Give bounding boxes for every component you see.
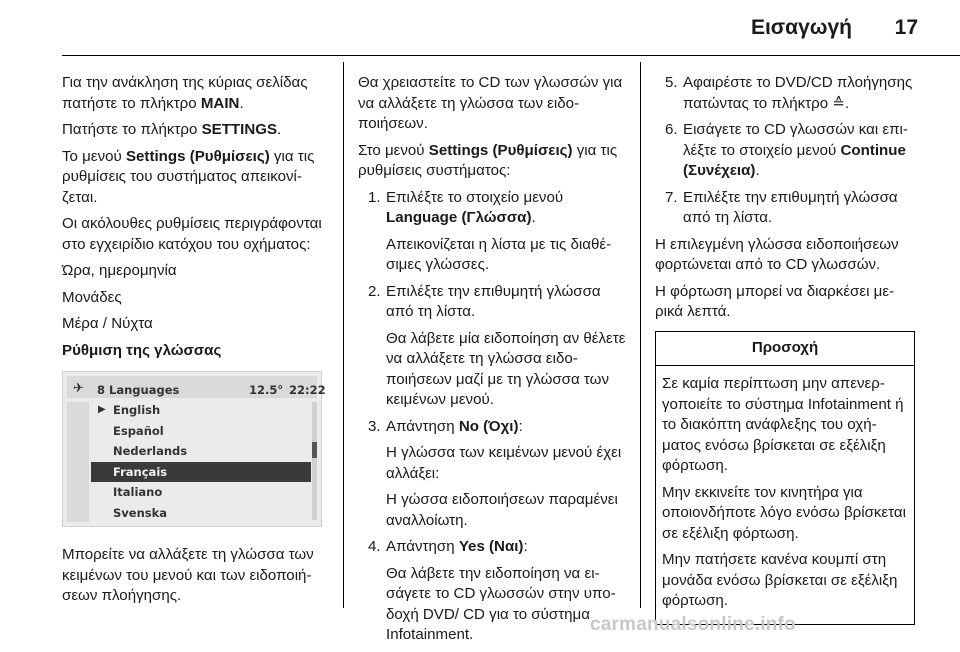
caution-box — [655, 331, 915, 625]
paragraph — [62, 120, 332, 141]
step-4 — [358, 537, 628, 646]
caution-text: Μην εκκινείτε τον κινητήρα για οποιονδήποτε λόγο ενόσω βρίσκεται σε εξέλιξη φόρτωση. — [662, 483, 906, 542]
caution-title: Προσοχή — [656, 332, 914, 367]
column-divider-2 — [640, 62, 641, 608]
step-number: 3. — [368, 417, 381, 435]
language-label: Svenska — [113, 505, 168, 520]
step-text — [683, 73, 915, 114]
text: Επιλέξτε το στοιχείο μενού — [386, 188, 564, 206]
screen-label: 8 Languages — [97, 383, 180, 397]
caution-text: Σε καμία περίπτωση μην απενεργοποιείτε το σύστημα Infotainment ή το διακόπτη ανάφλεξης του οχήματος ενόσω βρίσκεται σε εξέλιξη φόρτωση. — [662, 375, 904, 474]
text: . — [844, 94, 850, 112]
paragraph — [62, 147, 332, 209]
page-number: 17 — [894, 16, 918, 39]
language-label: Español — [113, 423, 164, 438]
languages-screen-image — [62, 371, 326, 527]
language-item — [91, 441, 311, 462]
language-label: Italiano — [113, 485, 163, 499]
text: Για την ανάκληση της κύριας σελίδας πατήστε το πλήκτρο — [62, 74, 308, 112]
step-note: Θα λάβετε την ειδοποίηση να εισάγετε το CD γλωσσών στην υποδοχή DVD/ CD για το σύστημα Infotainment. — [386, 564, 616, 643]
paragraph — [358, 141, 628, 182]
column-divider-1 — [343, 62, 344, 608]
screen-scrollbar — [312, 402, 317, 520]
paragraph: Θα χρειαστείτε το CD των γλωσσών για να αλλάξετε τη γλώσσα των ειδοποιήσεων. — [358, 74, 623, 132]
step-5 — [655, 73, 915, 114]
step-7 — [655, 188, 915, 229]
page-title: Εισαγωγή — [750, 16, 852, 39]
text: . — [531, 209, 536, 226]
text: Πατήστε το πλήκτρο — [62, 121, 202, 138]
step-2 — [358, 282, 628, 411]
menu-settings: Settings (Ρυθμίσεις) — [428, 141, 573, 159]
screen-temperature: 12.5° — [249, 383, 284, 397]
screen-side-panel — [67, 402, 89, 522]
section-heading: Ρύθμιση της γλώσσας — [62, 341, 222, 359]
satellite-icon: ✈ — [73, 381, 84, 396]
step-number: 4. — [368, 538, 381, 555]
step-1 — [358, 188, 628, 276]
text: . — [755, 162, 760, 179]
language-list — [91, 400, 311, 523]
text: : — [523, 538, 528, 555]
paragraph: Μέρα / Νύχτα — [62, 315, 153, 332]
text: Απάντηση — [386, 538, 459, 555]
language-item — [91, 503, 311, 524]
paragraph: Η φόρτωση μπορεί να διαρκέσει μερικά λεπτά. — [655, 282, 895, 320]
screen-clock: 22:22 — [289, 383, 326, 397]
language-label: English — [113, 403, 161, 417]
language-label: Français — [113, 464, 168, 479]
step-6 — [655, 120, 915, 182]
screen-topbar — [67, 376, 326, 398]
step-number: 1. — [368, 188, 381, 206]
step-note: Η γλώσσα των κειμένων μενού έχει αλλάξει: — [386, 444, 622, 482]
text: Το μενού — [62, 147, 126, 165]
language-item — [91, 400, 311, 421]
steps-list — [358, 188, 628, 646]
step-text: Επιλέξτε την επιθυμητή γλώσσα από τη λίστα. — [386, 282, 601, 320]
language-item-selected — [91, 462, 311, 483]
step-note: Η γώσσα ειδοποιήσεων παραμένει αναλλοίωτη. — [386, 491, 618, 529]
paragraph: Μονάδες — [62, 288, 122, 306]
arrow-right-icon: ▶ — [98, 404, 106, 415]
paragraph: Ώρα, ημερομηνία — [62, 262, 177, 279]
column-3 — [655, 73, 915, 625]
eject-icon: ≙ — [832, 94, 845, 112]
language-item — [91, 482, 311, 503]
text: Εισάγετε το CD γλωσσών και επιλέξτε το στοιχείο μενού — [683, 121, 908, 159]
step-text — [386, 417, 628, 438]
step-number: 2. — [368, 282, 381, 300]
step-number: 6. — [665, 121, 678, 138]
step-text — [386, 537, 628, 558]
text: Αφαιρέστε το DVD/CD πλοήγησης πατώντας το πλήκτρο — [683, 74, 913, 112]
steps-list-continued — [655, 73, 915, 229]
language-item — [91, 421, 311, 442]
language-label: Nederlands — [113, 444, 188, 458]
caution-text: Μην πατήσετε κανένα κουμπί στη μονάδα ενόσω βρίσκεται σε εξέλιξη φόρτωση. — [662, 551, 898, 609]
key-main: MAIN — [200, 94, 240, 112]
text: Στο μενού — [358, 141, 429, 159]
step-text — [683, 120, 915, 182]
step-text — [386, 188, 628, 229]
watermark: carmanualsonline.info — [590, 614, 796, 635]
column-1 — [62, 73, 332, 613]
step-number: 7. — [665, 188, 678, 206]
answer-yes: Yes (Ναι) — [458, 538, 524, 555]
text: : — [518, 417, 523, 435]
column-2 — [358, 73, 628, 652]
menu-continue: Continue (Συνέχεια) — [683, 141, 906, 179]
paragraph: Οι ακόλουθες ρυθμίσεις περιγράφονται στο εγχειρίδιο κατόχου του οχήματος: — [62, 215, 322, 253]
header-rule — [62, 55, 960, 56]
menu-settings: Settings (Ρυθμίσεις) — [125, 147, 270, 165]
step-3 — [358, 417, 628, 532]
menu-language: Language (Γλώσσα) — [386, 209, 532, 226]
caution-body — [656, 366, 914, 624]
text: για τις ρυθμίσεις συστήματος: — [358, 141, 618, 179]
paragraph — [62, 73, 332, 114]
text: . — [277, 121, 282, 138]
scrollbar-thumb — [312, 442, 317, 458]
step-text: Επιλέξτε την επιθυμητή γλώσσα από τη λίστα. — [683, 188, 898, 226]
step-note: Θα λάβετε μία ειδοποίηση αν θέλετε να αλλάξετε τη γλώσσα ειδοποιήσεων μαζί με τη γλώσσα των κειμένων μενού. — [386, 329, 626, 408]
step-number: 5. — [665, 74, 678, 91]
step-note: Απεικονίζεται η λίστα με τις διαθέσιμες γλώσσες. — [386, 235, 612, 273]
text: . — [239, 94, 244, 112]
answer-no: No (Όχι) — [458, 417, 519, 435]
key-settings: SETTINGS — [201, 121, 278, 138]
text: Απάντηση — [386, 417, 459, 435]
paragraph: Η επιλεγμένη γλώσσα ειδοποιήσεων φορτώνεται από το CD γλωσσών. — [655, 235, 899, 273]
paragraph: Μπορείτε να αλλάξετε τη γλώσσα των κειμένων του μενού και των ειδοποιήσεων πλοήγησης. — [62, 546, 314, 604]
page-header — [0, 0, 960, 54]
text: για τις ρυθμίσεις του συστήματος απεικονίζεται. — [62, 147, 315, 206]
